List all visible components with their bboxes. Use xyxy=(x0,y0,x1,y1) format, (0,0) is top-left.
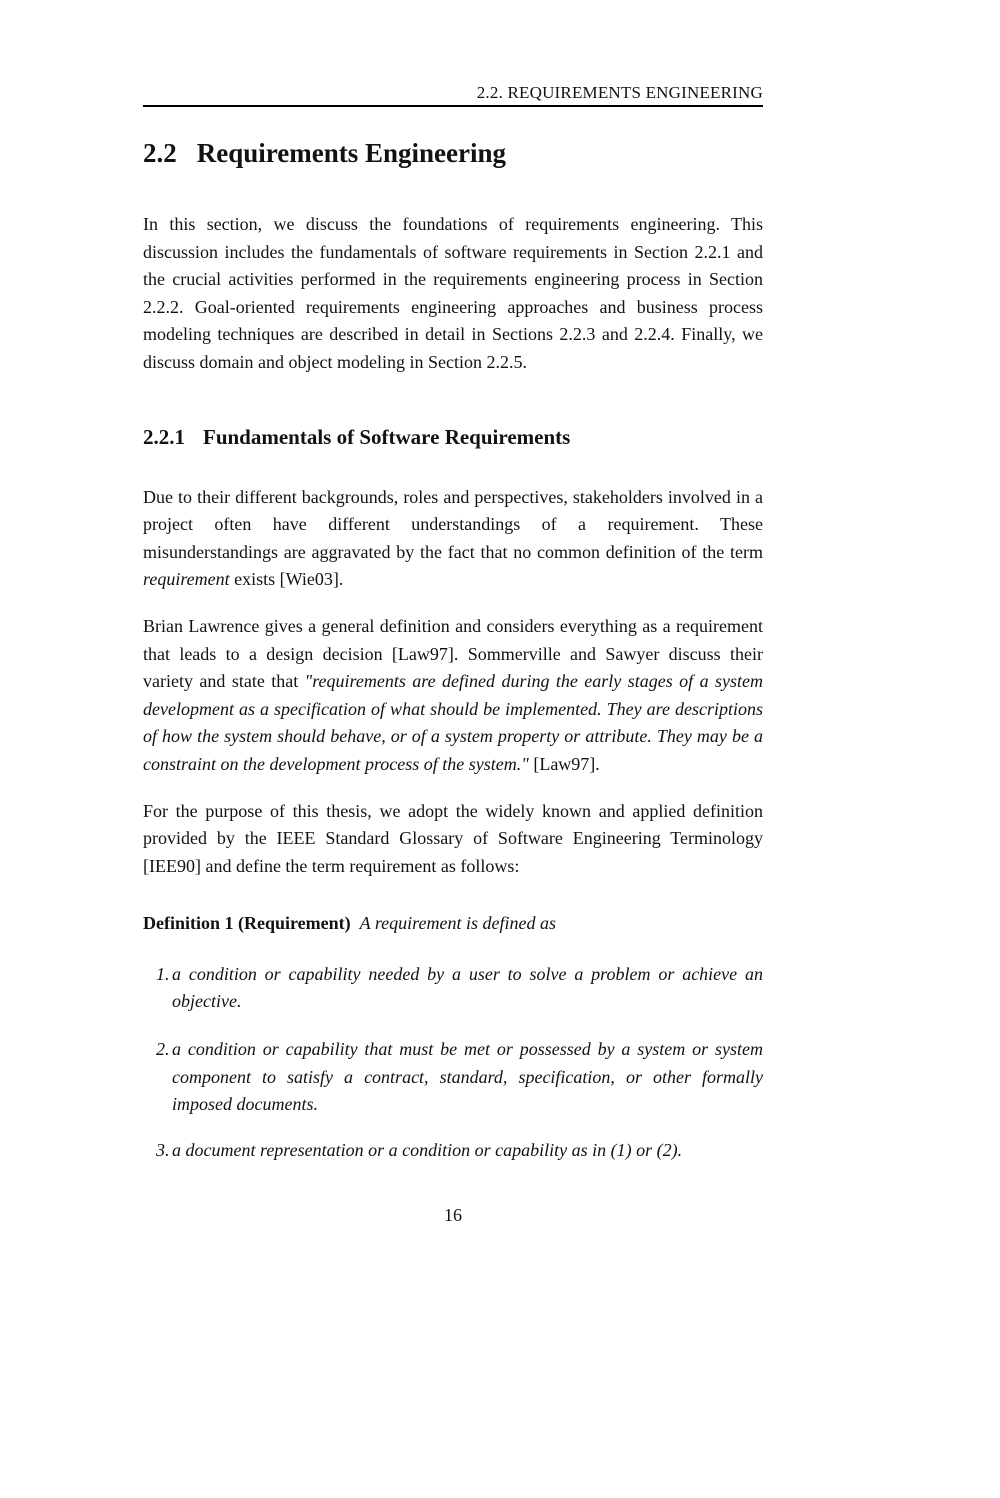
paragraph-stakeholders: Due to their different backgrounds, roles and perspectives, stakeholders involved in a project often have different understandings of a requirement. These misunderstandings are aggravated by the fact that no common definition of the term requirement exists [Wie03]. xyxy=(143,486,763,590)
list-item xyxy=(143,961,763,1016)
list-item xyxy=(143,1137,763,1165)
section-title: Requirements Engineering xyxy=(196,138,506,168)
subsection-heading xyxy=(143,426,763,449)
requirement-list xyxy=(143,961,763,1165)
page-number: 16 xyxy=(444,1205,462,1226)
paragraph-intro: In this section, we discuss the foundations of requirements engineering. This discussion includes the fundamentals of software requirements in Section 2.2.1 and the crucial activities performed in the requirements engineering process in Section 2.2.2. Goal-oriented requirements engineering approaches and business process modeling techniques are described in detail in Sections 2.2.3 and 2.2.4. Finally, we discuss domain and object modeling in Section 2.2.5. xyxy=(143,214,763,372)
header-rule xyxy=(143,105,763,107)
subsection-title: Fundamentals of Software Requirements xyxy=(203,424,571,449)
list-item-marker: 2. xyxy=(156,1039,170,1060)
list-item xyxy=(143,1036,763,1119)
definition-text: A requirement is defined as xyxy=(359,913,556,934)
section-heading xyxy=(143,139,763,167)
list-item-marker: 1. xyxy=(156,963,170,984)
list-item-text: a document representation or a condition or capability as in (1) or (2). xyxy=(172,1139,683,1160)
list-item-text: a condition or capability that must be met or possessed by a system or system component to satisfy a contract, standard, specification, or other formally imposed documents. xyxy=(172,1039,763,1115)
subsection-number: 2.2.1 xyxy=(143,424,185,449)
page-container xyxy=(143,84,763,1230)
list-item-text: a condition or capability needed by a user to solve a problem or achieve an objective. xyxy=(172,963,763,1012)
paragraph-ieee-definition: For the purpose of this thesis, we adopt the widely known and applied definition provided by the IEEE Standard Glossary of Software Engineering Terminology [IEE90] and define the term requirement as follows: xyxy=(143,800,763,876)
definition-label: Definition 1 (Requirement) xyxy=(143,913,351,934)
section-number: 2.2 xyxy=(143,138,177,168)
paragraph-lawrence: Brian Lawrence gives a general definition and considers everything as a requirement that leads to a design decision [Law97]. Sommerville and Sawyer discuss their variety and state that "requirements are defined during the early stages of a system development as a specification of what should be implemented. They are descriptions of how the system should behave, or of a system property or attribute. They may be a constraint on the development process of the system." [Law97]. xyxy=(143,615,763,774)
list-item-marker: 3. xyxy=(156,1139,170,1160)
running-head: 2.2. REQUIREMENTS ENGINEERING xyxy=(476,83,763,102)
definition-block xyxy=(143,910,763,938)
